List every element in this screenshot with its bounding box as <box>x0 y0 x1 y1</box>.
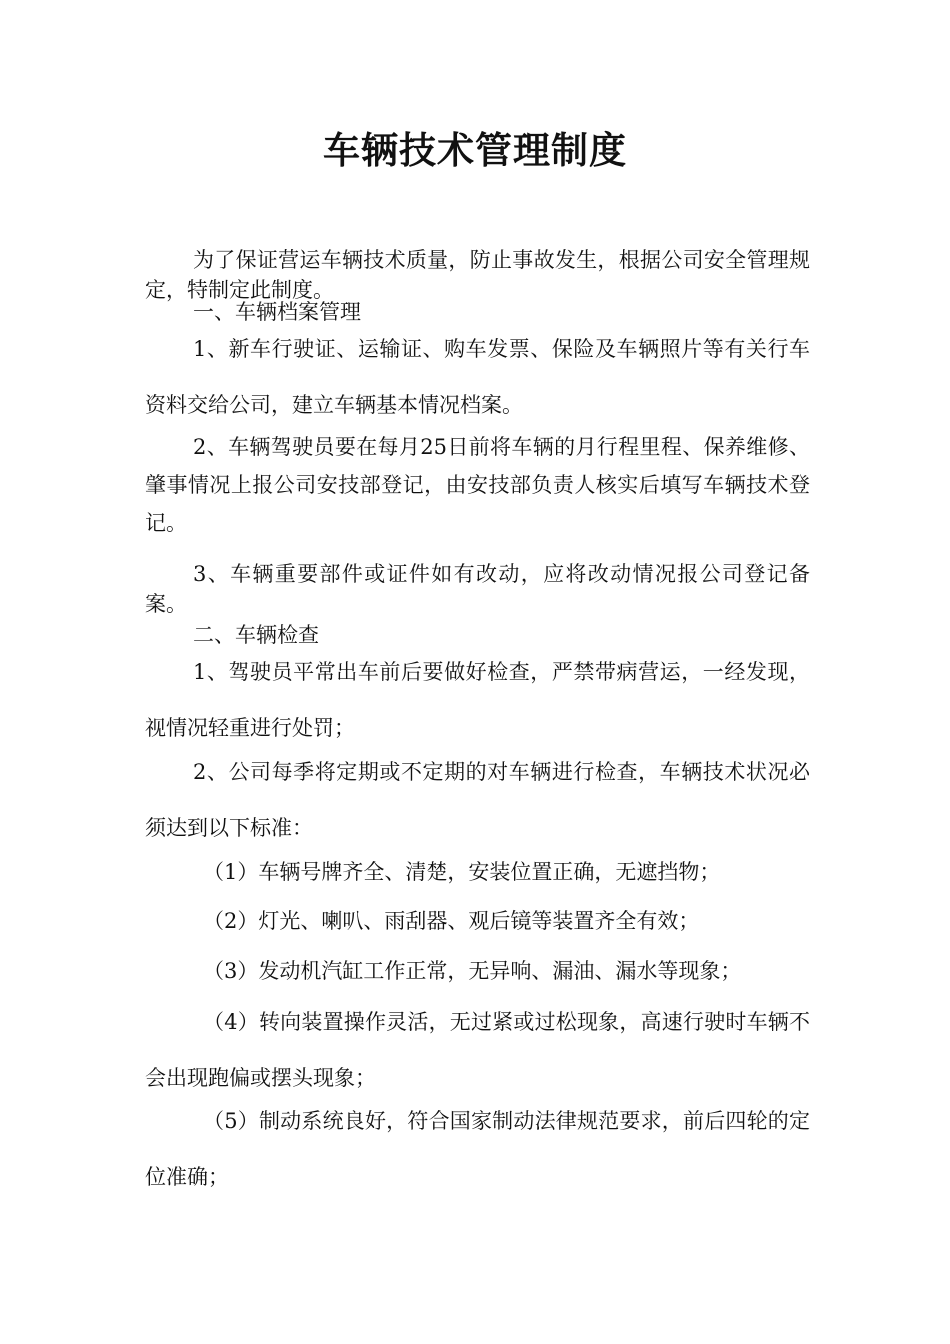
standard-item-1: （1）车辆号牌齐全、清楚，安装位置正确，无遮挡物； <box>203 860 721 884</box>
standard-item-3: （3）发动机汽缸工作正常，无异响、漏油、漏水等现象； <box>203 959 742 983</box>
standard-item-2: （2）灯光、喇叭、雨刮器、观后镜等装置齐全有效； <box>203 909 700 933</box>
paragraph-archives-1: 1、新车行驶证、运输证、购车发票、保险及车辆照片等有关行车资料交给公司，建立车辆基本情况档案。 <box>145 337 810 417</box>
standard-item-5: （5）制动系统良好，符合国家制动法律规范要求，前后四轮的定位准确； <box>145 1109 810 1189</box>
section-heading-archives: 一、车辆档案管理 <box>193 300 361 324</box>
document-title: 车辆技术管理制度 <box>323 129 627 172</box>
paragraph-archives-2: 2、车辆驾驶员要在每月25日前将车辆的月行程里程、保养维修、肇事情况上报公司安技部登记，由安技部负责人核实后填写车辆技术登记。 <box>145 435 810 535</box>
intro-paragraph: 为了保证营运车辆技术质量，防止事故发生，根据公司安全管理规定，特制定此制度。 <box>145 248 810 302</box>
paragraph-archives-3: 3、车辆重要部件或证件如有改动，应将改动情况报公司登记备案。 <box>145 562 810 616</box>
paragraph-inspection-1: 1、驾驶员平常出车前后要做好检查，严禁带病营运，一经发现，视情况轻重进行处罚； <box>145 660 810 740</box>
standard-item-4: （4）转向装置操作灵活，无过紧或过松现象，高速行驶时车辆不会出现跑偏或摆头现象； <box>145 1010 810 1090</box>
paragraph-inspection-2: 2、公司每季将定期或不定期的对车辆进行检查，车辆技术状况必须达到以下标准： <box>145 760 810 840</box>
section-heading-inspection: 二、车辆检查 <box>193 623 319 647</box>
